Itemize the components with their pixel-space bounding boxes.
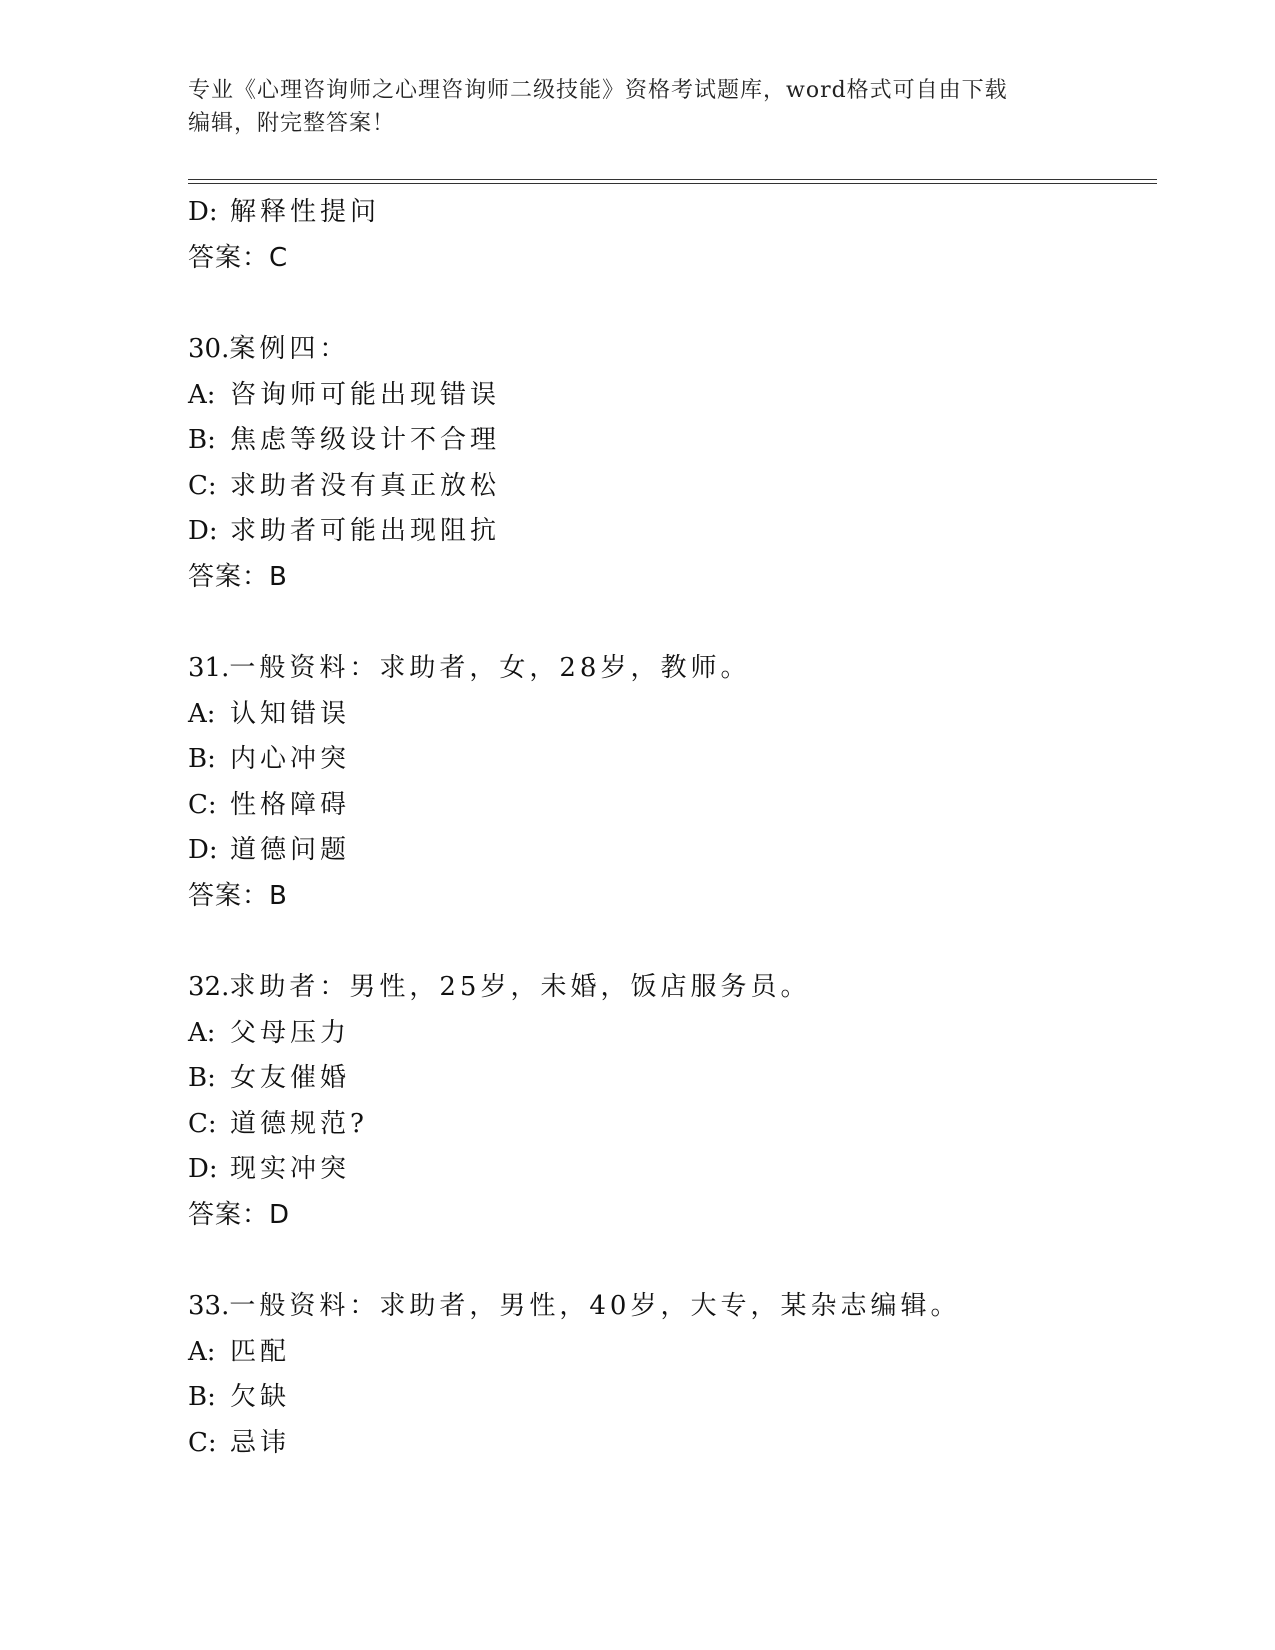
question-stem (188, 646, 1157, 692)
option-letter: A: (188, 379, 216, 410)
question-stem (188, 965, 1157, 1011)
option-letter: A: (188, 1336, 216, 1367)
answer-line: 答案：B (188, 561, 288, 592)
option-letter: D: (188, 835, 218, 865)
spacer (188, 600, 1157, 646)
option-c (188, 1102, 1157, 1148)
option-text: 忌讳 (230, 1427, 291, 1458)
option-letter: D: (188, 1154, 218, 1184)
header-line-2: 编辑，附完整答案！ (188, 111, 396, 136)
option-b (188, 1375, 1157, 1421)
option-b (188, 418, 1157, 464)
question-number: 31. (188, 653, 230, 683)
option-a (188, 373, 1157, 419)
header-divider-bottom (188, 183, 1157, 184)
option-c (188, 464, 1157, 510)
spacer (188, 281, 1157, 327)
question-text: 求助者：男性，25岁，未婚，饭店服务员。 (229, 972, 811, 1002)
question-number: 33. (188, 1291, 230, 1321)
option-letter: A: (188, 698, 216, 729)
question-text: 一般资料：求助者，男性，40岁，大专，某杂志编辑。 (229, 1291, 961, 1321)
header-line-1: 专业《心理咨询师之心理咨询师二级技能》资格考试题库，word格式可自由下载 (188, 78, 1008, 103)
question-number: 30. (188, 334, 230, 364)
option-b (188, 1056, 1157, 1102)
option-text: 现实冲突 (230, 1154, 351, 1184)
spacer (188, 919, 1157, 965)
option-b (188, 737, 1157, 783)
option-a (188, 692, 1157, 738)
option-text: 父母压力 (230, 1017, 351, 1048)
option-letter: A: (188, 1017, 216, 1048)
question-text: 案例四： (229, 334, 350, 364)
option-a (188, 1330, 1157, 1376)
question-number: 32. (188, 972, 230, 1002)
option-text: 焦虑等级设计不合理 (230, 425, 501, 455)
option-text: 女友催婚 (230, 1063, 351, 1093)
question-stem (188, 1284, 1157, 1330)
header-divider-top (188, 179, 1157, 180)
option-letter: B: (188, 1063, 216, 1093)
option-text: 解释性提问 (230, 197, 381, 227)
question-stem (188, 327, 1157, 373)
question-list (188, 190, 1157, 1466)
option-text: 咨询师可能出现错误 (230, 379, 501, 410)
option-letter: B: (188, 425, 216, 455)
option-letter: B: (188, 1382, 216, 1412)
option-letter: C: (188, 1427, 217, 1458)
option-letter: D: (188, 516, 218, 546)
option-text: 内心冲突 (230, 744, 351, 774)
option-text: 道德问题 (230, 835, 351, 865)
option-text: 性格障碍 (230, 789, 351, 820)
option-d (188, 509, 1157, 555)
answer-line: 答案：D (188, 1199, 291, 1230)
spacer (188, 1238, 1157, 1284)
option-letter: C: (188, 789, 217, 820)
option-c (188, 1421, 1157, 1467)
option-text: 求助者没有真正放松 (230, 470, 501, 501)
option-text: 认知错误 (230, 698, 351, 729)
option-letter: C: (188, 1108, 217, 1139)
option-d (188, 190, 1157, 236)
option-d (188, 828, 1157, 874)
option-d (188, 1147, 1157, 1193)
option-text: 求助者可能出现阻抗 (230, 516, 501, 546)
answer-line: 答案：C (188, 242, 289, 273)
option-letter: C: (188, 470, 217, 501)
option-c (188, 783, 1157, 829)
answer-line: 答案：B (188, 880, 288, 911)
option-text: 匹配 (230, 1336, 291, 1367)
option-letter: B: (188, 744, 216, 774)
option-letter: D: (188, 197, 218, 227)
option-text: 道德规范? (230, 1108, 368, 1139)
question-text: 一般资料：求助者，女，28岁，教师。 (229, 653, 751, 683)
option-text: 欠缺 (230, 1382, 291, 1412)
document-header (188, 74, 1088, 140)
option-a (188, 1011, 1157, 1057)
